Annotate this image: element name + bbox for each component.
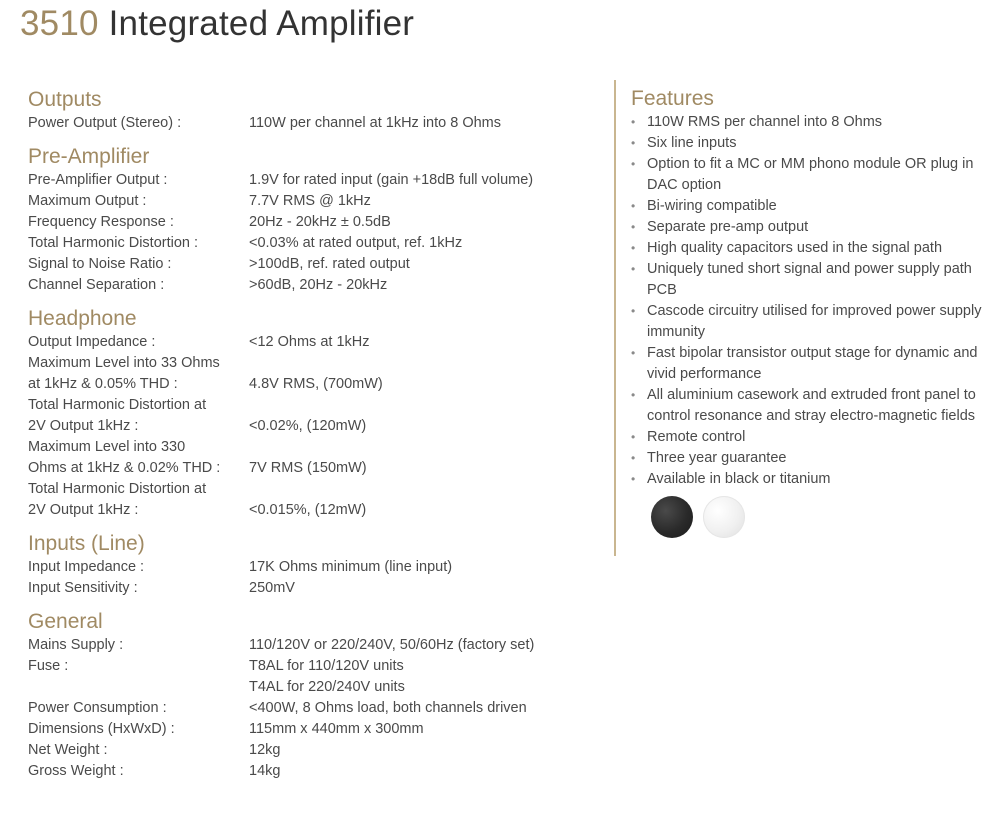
spec-value: >100dB, ref. rated output — [249, 256, 410, 272]
spec-row — [28, 254, 608, 275]
spec-label: Maximum Output : — [28, 193, 147, 209]
feature-item: • High quality capacitors used in the signal path — [631, 238, 991, 259]
spec-value: T8AL for 110/120V units T4AL for 220/240V units — [249, 658, 405, 695]
specifications — [28, 86, 608, 782]
spec-value: <0.03% at rated output, ref. 1kHz — [249, 235, 463, 251]
black-finish-swatch — [651, 496, 693, 538]
spec-value: 7.7V RMS @ 1kHz — [249, 193, 371, 209]
spec-value: 115mm x 440mm x 300mm — [249, 721, 424, 737]
spec-row — [28, 557, 608, 578]
spec-value: <0.02%, (120mW) — [249, 418, 367, 434]
spec-label: Pre-Amplifier Output : — [28, 172, 168, 188]
spec-label: Total Harmonic Distortion : — [28, 235, 199, 251]
section-headphone — [28, 305, 608, 521]
spec-value: <400W, 8 Ohms load, both channels driven — [249, 700, 527, 716]
spec-value: 1.9V for rated input (gain +18dB full volume) — [249, 172, 534, 188]
spec-row — [28, 740, 608, 761]
spec-label: Fuse : — [28, 658, 69, 674]
spec-row — [28, 170, 608, 191]
spec-value: <0.015%, (12mW) — [249, 502, 367, 518]
model-number: 3510 — [20, 4, 99, 43]
section-heading: General — [28, 610, 103, 633]
spec-label: Signal to Noise Ratio : — [28, 256, 172, 272]
spec-row — [28, 437, 608, 479]
spec-label: Input Sensitivity : — [28, 580, 138, 596]
feature-item: • 110W RMS per channel into 8 Ohms — [631, 112, 991, 133]
feature-item: • Available in black or titanium — [631, 469, 991, 490]
spec-label: Frequency Response : — [28, 214, 174, 230]
spec-label: Channel Separation : — [28, 277, 165, 293]
spec-label: Maximum Level into 330 Ohms at 1kHz & 0.02% THD : — [28, 439, 221, 476]
spec-row — [28, 212, 608, 233]
spec-row — [28, 479, 608, 521]
section-pre-amplifier — [28, 143, 608, 296]
spec-row — [28, 275, 608, 296]
spec-value: 20Hz - 20kHz ± 0.5dB — [249, 214, 391, 230]
spec-label: Total Harmonic Distortion at 2V Output 1kHz : — [28, 397, 207, 434]
page-title — [20, 4, 414, 44]
spec-label: Net Weight : — [28, 742, 108, 758]
spec-row — [28, 719, 608, 740]
spec-value: 4.8V RMS, (700mW) — [249, 376, 383, 392]
spec-value: 17K Ohms minimum (line input) — [249, 559, 453, 575]
spec-label: Output Impedance : — [28, 334, 156, 350]
feature-item: • All aluminium casework and extruded front panel to control resonance and stray electro-magnetic fields — [631, 385, 991, 427]
features-panel — [631, 85, 991, 538]
spec-row — [28, 656, 608, 698]
spec-row — [28, 353, 608, 395]
spec-row — [28, 635, 608, 656]
spec-row — [28, 113, 608, 134]
spec-label: Total Harmonic Distortion at 2V Output 1kHz : — [28, 481, 207, 518]
titanium-finish-swatch — [703, 496, 745, 538]
feature-item: • Six line inputs — [631, 133, 991, 154]
section-heading: Outputs — [28, 88, 102, 111]
spec-label: Mains Supply : — [28, 637, 124, 653]
spec-value: 250mV — [249, 580, 295, 596]
feature-item: • Separate pre-amp output — [631, 217, 991, 238]
section-heading: Inputs (Line) — [28, 532, 145, 555]
product-name: Integrated Amplifier — [108, 4, 415, 43]
feature-item: • Bi-wiring compatible — [631, 196, 991, 217]
feature-item: • Fast bipolar transistor output stage for dynamic and vivid performance — [631, 343, 991, 385]
section-heading: Headphone — [28, 307, 137, 330]
feature-item: • Cascode circuitry utilised for improved power supply immunity — [631, 301, 991, 343]
features-list — [631, 112, 991, 490]
spec-value: 110/120V or 220/240V, 50/60Hz (factory set) — [249, 637, 535, 653]
section-inputs-line — [28, 530, 608, 599]
spec-value: <12 Ohms at 1kHz — [249, 334, 370, 350]
feature-item: • Option to fit a MC or MM phono module OR plug in DAC option — [631, 154, 991, 196]
spec-label: Power Consumption : — [28, 700, 167, 716]
spec-row — [28, 761, 608, 782]
spec-value: 110W per channel at 1kHz into 8 Ohms — [249, 115, 501, 131]
spec-row — [28, 191, 608, 212]
spec-row — [28, 578, 608, 599]
feature-item: • Uniquely tuned short signal and power supply path PCB — [631, 259, 991, 301]
feature-item: • Remote control — [631, 427, 991, 448]
spec-label: Power Output (Stereo) : — [28, 115, 182, 131]
spec-value: 14kg — [249, 763, 281, 779]
section-outputs — [28, 86, 608, 134]
spec-label: Input Impedance : — [28, 559, 145, 575]
spec-row — [28, 698, 608, 719]
spec-row — [28, 395, 608, 437]
spec-row — [28, 233, 608, 254]
section-general — [28, 608, 608, 782]
spec-row — [28, 332, 608, 353]
spec-value: 12kg — [249, 742, 281, 758]
color-swatches — [651, 496, 991, 538]
column-divider — [614, 80, 616, 556]
spec-label: Dimensions (HxWxD) : — [28, 721, 175, 737]
spec-value: >60dB, 20Hz - 20kHz — [249, 277, 388, 293]
spec-value: 7V RMS (150mW) — [249, 460, 367, 476]
features-heading: Features — [631, 87, 714, 110]
spec-label: Maximum Level into 33 Ohms at 1kHz & 0.05% THD : — [28, 355, 220, 392]
spec-label: Gross Weight : — [28, 763, 124, 779]
section-heading: Pre-Amplifier — [28, 145, 150, 168]
feature-item: • Three year guarantee — [631, 448, 991, 469]
